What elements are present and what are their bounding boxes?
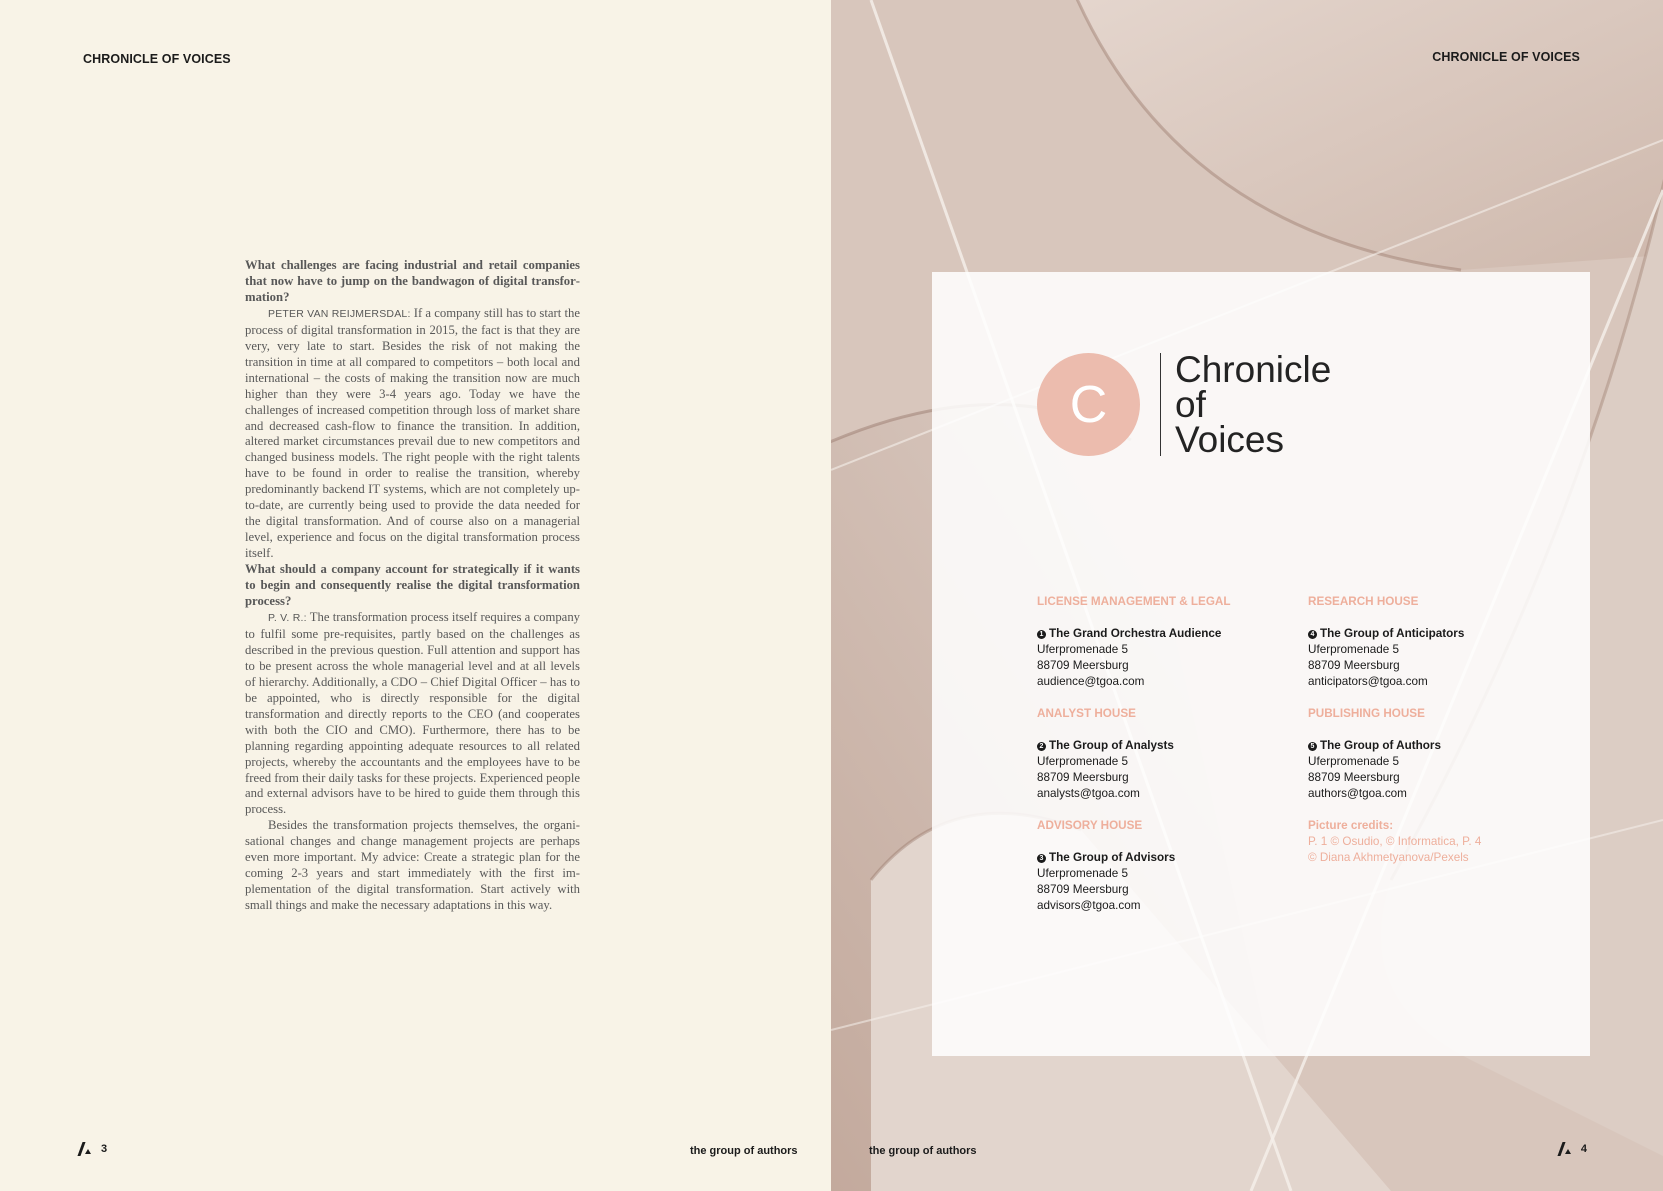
address-column-right	[1308, 594, 1558, 866]
email-link[interactable]: analysts@tgoa.com	[1037, 787, 1140, 800]
brand-initial-circle: C	[1037, 353, 1140, 456]
publisher-logo-icon	[75, 1141, 91, 1157]
address-column-left	[1037, 594, 1287, 930]
credits-line: © Diana Akhmetyanova/Pexels	[1308, 851, 1469, 864]
company-name-text: The Group of Authors	[1320, 739, 1441, 752]
city: 88709 Meersburg	[1308, 659, 1400, 672]
company-name	[1037, 626, 1287, 642]
address-block	[1037, 818, 1287, 914]
left-page	[0, 0, 831, 1191]
speaker-label: P. V. R.:	[268, 611, 307, 624]
street: Uferpromenade 5	[1308, 643, 1399, 656]
answer-text: Besides the transformation projects themselves, the organisational changes and change management projects are perhaps even more important. My advice: Create a strategic plan for the coming 2-3 years and start immediately with the first implementation of the digital transformation. Start actively with small things and make the necessary adaptations in this way.	[245, 818, 580, 913]
company-name-text: The Group of Advisors	[1049, 851, 1176, 864]
number-badge: 5	[1308, 742, 1317, 751]
city: 88709 Meersburg	[1037, 883, 1129, 896]
number-badge: 2	[1037, 742, 1046, 751]
brand-name-line: Voices	[1175, 419, 1285, 460]
page-number: 3	[101, 1143, 108, 1155]
speaker-label: PETER VAN REIJMERSDAL:	[268, 307, 411, 320]
street: Uferpromenade 5	[1037, 643, 1128, 656]
footer-publisher: the group of authors	[690, 1145, 798, 1157]
company-name-text: The Group of Anticipators	[1320, 627, 1465, 640]
page-folio	[75, 1141, 107, 1157]
street: Uferpromenade 5	[1308, 755, 1399, 768]
number-badge: 4	[1308, 630, 1317, 639]
company-name-text: The Grand Orchestra Audience	[1049, 627, 1222, 640]
number-badge: 3	[1037, 854, 1046, 863]
running-head: CHRONICLE OF VOICES	[83, 52, 231, 66]
page-number: 4	[1580, 1143, 1587, 1155]
city: 88709 Meersburg	[1308, 771, 1400, 784]
company-name	[1037, 738, 1287, 754]
footer-publisher: the group of authors	[869, 1145, 977, 1157]
picture-credits	[1308, 818, 1558, 866]
section-title: RESEARCH HOUSE	[1308, 595, 1419, 608]
section-title: LICENSE MANAGEMENT & LEGAL	[1037, 595, 1231, 608]
company-name-text: The Group of Analysts	[1049, 739, 1174, 752]
page-folio	[1555, 1141, 1587, 1157]
address-block	[1308, 594, 1558, 690]
right-page	[831, 0, 1663, 1191]
email-link[interactable]: anticipators@tgoa.com	[1308, 675, 1428, 688]
section-title: PUBLISHING HOUSE	[1308, 707, 1425, 720]
brand-name-line: of	[1175, 384, 1206, 425]
city: 88709 Meersburg	[1037, 771, 1129, 784]
street: Uferpromenade 5	[1037, 755, 1128, 768]
section-title: ANALYST HOUSE	[1037, 707, 1136, 720]
email-link[interactable]: authors@tgoa.com	[1308, 787, 1407, 800]
interview-question: What challenges are facing industrial and retail companies that now have to jump on the bandwagon of digital transformation?	[245, 258, 580, 304]
brand-divider	[1160, 353, 1161, 456]
company-name	[1308, 738, 1558, 754]
company-name	[1308, 626, 1558, 642]
brand-name-line: Chronicle	[1175, 349, 1332, 390]
imprint-card	[932, 272, 1590, 1056]
answer-text: The transformation process itself requires a company to fulfil some pre-requisites, partly based on the challenges as described in the previous question. Full attention and support has to be present across the whole managerial level and at all levels of hierarchy. Additionally, a CDO – Chief Digital Officer – has to be appointed, who is directly responsible for the digital transformation and directly reports to the CEO (and cooperates with both the CIO and CMO). Furthermore, there has to be planning regarding appointing adequate resources to all related projects, whereby the accountants and the employees have to be freed from their daily tasks for these projects. Experienced people and external advisors have to be hired to guide them through this process.	[245, 609, 581, 817]
section-title: ADVISORY HOUSE	[1037, 819, 1143, 832]
street: Uferpromenade 5	[1037, 867, 1128, 880]
number-badge: 1	[1037, 630, 1046, 639]
brand-logo	[1037, 349, 1332, 460]
running-head: CHRONICLE OF VOICES	[1432, 50, 1580, 64]
credits-title: Picture credits:	[1308, 819, 1394, 832]
email-link[interactable]: audience@tgoa.com	[1037, 675, 1145, 688]
publisher-logo-icon	[1555, 1141, 1571, 1157]
interview-answer	[245, 818, 580, 914]
interview-article	[245, 258, 580, 914]
email-link[interactable]: advisors@tgoa.com	[1037, 899, 1141, 912]
interview-answer	[245, 610, 580, 818]
interview-answer	[245, 306, 580, 562]
address-block	[1308, 706, 1558, 802]
address-block	[1037, 706, 1287, 802]
brand-name	[1175, 349, 1332, 460]
city: 88709 Meersburg	[1037, 659, 1129, 672]
company-name	[1037, 850, 1287, 866]
address-block	[1037, 594, 1287, 690]
credits-line: P. 1 © Osudio, © Informatica, P. 4	[1308, 835, 1482, 848]
answer-text: If a company still has to start the process of digital transformation in 2015, the fact is that they are very, very late to start. Besides the risk of not making the transition in time at all compared to competitors – both local and international – the costs of making the transition now are much higher than they were 3-4 years ago. Today we have the challenges of increased competition through loss of market share and decreased cash-flow to finance the transition. In addition, altered market circumstances prevail due to new competitors and changed business models. The right people with the right talents have to be found in order to realise the transition, whereby predominantly backend IT systems, which are not completely up-to-date, are currently being used to provide the data needed for the digital transformation. And of course also on a managerial level, experience and focus on the digital transformation process itself.	[245, 305, 580, 561]
interview-question: What should a company account for strategically if it wants to begin and consequently realise the digital transformation process?	[245, 562, 580, 609]
